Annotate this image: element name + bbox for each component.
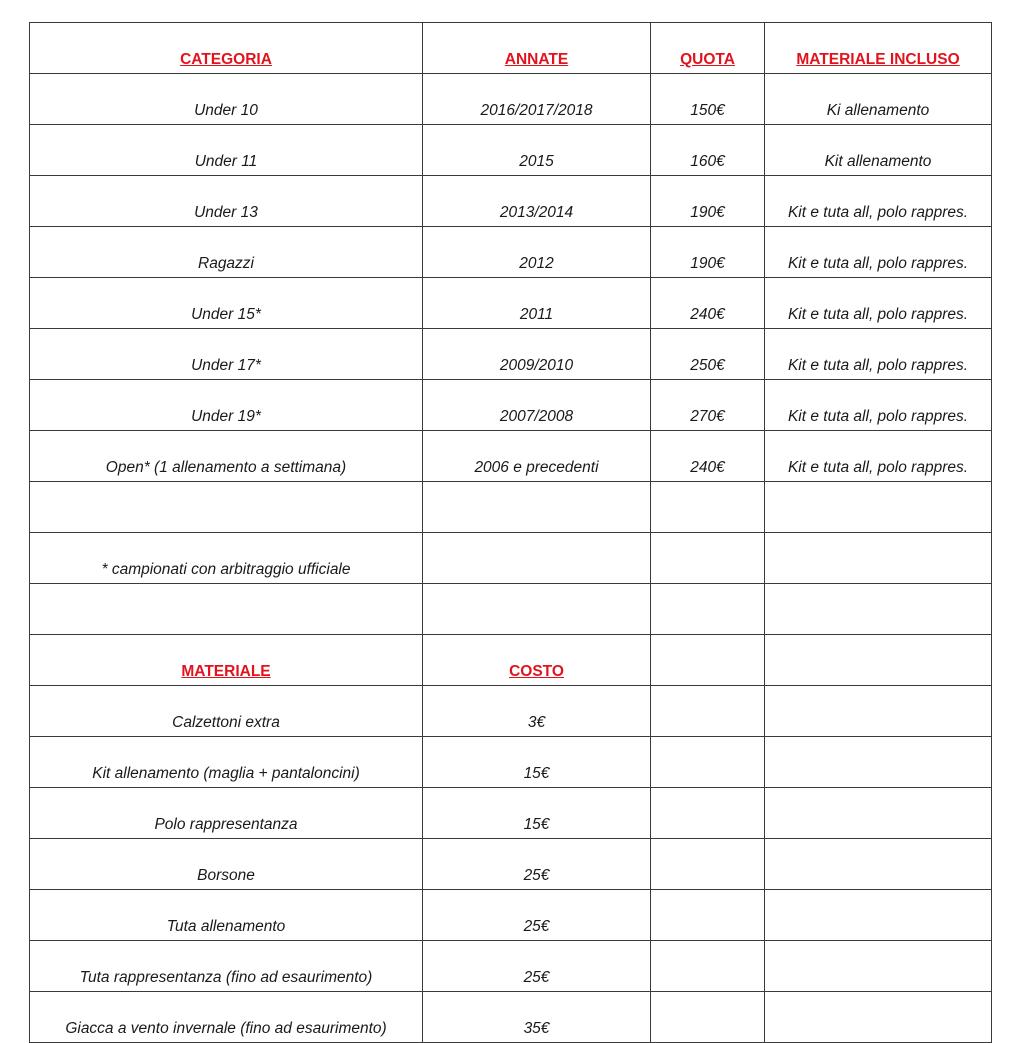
empty-cell xyxy=(765,941,992,992)
fee-category-cell: Under 17* xyxy=(30,329,423,380)
header-quota: QUOTA xyxy=(651,23,765,74)
empty-cell xyxy=(30,584,423,635)
fee-row xyxy=(30,431,992,482)
fee-row xyxy=(30,74,992,125)
fee-category-cell: Under 11 xyxy=(30,125,423,176)
fee-material-cell: Kit e tuta all, polo rappres. xyxy=(765,176,992,227)
empty-cell xyxy=(765,584,992,635)
material-cost-cell: 15€ xyxy=(423,737,651,788)
fee-years-cell: 2007/2008 xyxy=(423,380,651,431)
fee-amount-cell: 160€ xyxy=(651,125,765,176)
material-name-cell: Kit allenamento (maglia + pantaloncini) xyxy=(30,737,423,788)
empty-cell xyxy=(651,584,765,635)
empty-cell xyxy=(651,890,765,941)
fee-years-cell: 2006 e precedenti xyxy=(423,431,651,482)
empty-cell xyxy=(651,737,765,788)
empty-cell xyxy=(765,890,992,941)
fee-category-cell: Under 15* xyxy=(30,278,423,329)
fee-category-cell: Under 10 xyxy=(30,74,423,125)
price-list-sheet xyxy=(29,22,992,1043)
material-row xyxy=(30,839,992,890)
material-cost-cell: 3€ xyxy=(423,686,651,737)
fee-row xyxy=(30,329,992,380)
empty-row xyxy=(30,584,992,635)
empty-cell xyxy=(651,839,765,890)
empty-cell xyxy=(651,635,765,686)
fee-material-cell: Ki allenamento xyxy=(765,74,992,125)
fee-row xyxy=(30,278,992,329)
fee-material-cell: Kit e tuta all, polo rappres. xyxy=(765,278,992,329)
fee-years-cell: 2012 xyxy=(423,227,651,278)
material-row xyxy=(30,788,992,839)
material-cost-cell: 25€ xyxy=(423,890,651,941)
material-cost-cell: 25€ xyxy=(423,941,651,992)
material-row xyxy=(30,686,992,737)
empty-cell xyxy=(765,737,992,788)
material-cost-cell: 25€ xyxy=(423,839,651,890)
material-name-cell: Giacca a vento invernale (fino ad esaurimento) xyxy=(30,992,423,1043)
fee-category-cell: Open* (1 allenamento a settimana) xyxy=(30,431,423,482)
material-row xyxy=(30,992,992,1043)
fee-material-cell: Kit e tuta all, polo rappres. xyxy=(765,431,992,482)
empty-cell xyxy=(423,482,651,533)
empty-cell xyxy=(651,941,765,992)
material-name-cell: Tuta allenamento xyxy=(30,890,423,941)
empty-cell xyxy=(423,584,651,635)
material-row xyxy=(30,941,992,992)
material-row xyxy=(30,737,992,788)
fee-row xyxy=(30,227,992,278)
header-annate: ANNATE xyxy=(423,23,651,74)
fee-amount-cell: 150€ xyxy=(651,74,765,125)
fee-years-cell: 2011 xyxy=(423,278,651,329)
material-row xyxy=(30,890,992,941)
fee-amount-cell: 270€ xyxy=(651,380,765,431)
empty-cell xyxy=(765,839,992,890)
fee-category-cell: Under 13 xyxy=(30,176,423,227)
material-name-cell: Borsone xyxy=(30,839,423,890)
fee-category-cell: Ragazzi xyxy=(30,227,423,278)
header-materiale-incluso: MATERIALE INCLUSO xyxy=(765,23,992,74)
fee-row xyxy=(30,176,992,227)
empty-cell xyxy=(651,533,765,584)
empty-cell xyxy=(765,788,992,839)
materials-header-row xyxy=(30,635,992,686)
empty-cell xyxy=(765,533,992,584)
fee-years-cell: 2013/2014 xyxy=(423,176,651,227)
fee-amount-cell: 190€ xyxy=(651,227,765,278)
fee-years-cell: 2015 xyxy=(423,125,651,176)
header-categoria: CATEGORIA xyxy=(30,23,423,74)
empty-cell xyxy=(651,992,765,1043)
empty-cell xyxy=(765,686,992,737)
fee-material-cell: Kit e tuta all, polo rappres. xyxy=(765,380,992,431)
fee-row xyxy=(30,125,992,176)
empty-cell xyxy=(423,533,651,584)
fee-row xyxy=(30,380,992,431)
material-name-cell: Polo rappresentanza xyxy=(30,788,423,839)
material-name-cell: Calzettoni extra xyxy=(30,686,423,737)
material-cost-cell: 15€ xyxy=(423,788,651,839)
fee-amount-cell: 190€ xyxy=(651,176,765,227)
empty-cell xyxy=(651,686,765,737)
material-name-cell: Tuta rappresentanza (fino ad esaurimento) xyxy=(30,941,423,992)
material-cost-cell: 35€ xyxy=(423,992,651,1043)
empty-row xyxy=(30,482,992,533)
empty-cell xyxy=(30,482,423,533)
fees-header-row xyxy=(30,23,992,74)
empty-cell xyxy=(765,992,992,1043)
fee-amount-cell: 250€ xyxy=(651,329,765,380)
empty-cell xyxy=(651,482,765,533)
fee-years-cell: 2016/2017/2018 xyxy=(423,74,651,125)
header-materiale: MATERIALE xyxy=(30,635,423,686)
fee-material-cell: Kit e tuta all, polo rappres. xyxy=(765,227,992,278)
price-list-table xyxy=(29,22,992,1043)
fee-material-cell: Kit allenamento xyxy=(765,125,992,176)
empty-cell xyxy=(651,788,765,839)
fee-amount-cell: 240€ xyxy=(651,431,765,482)
empty-cell xyxy=(765,635,992,686)
empty-cell xyxy=(765,482,992,533)
fee-amount-cell: 240€ xyxy=(651,278,765,329)
fee-category-cell: Under 19* xyxy=(30,380,423,431)
footnote-row xyxy=(30,533,992,584)
fee-years-cell: 2009/2010 xyxy=(423,329,651,380)
fee-material-cell: Kit e tuta all, polo rappres. xyxy=(765,329,992,380)
footnote-text: * campionati con arbitraggio ufficiale xyxy=(30,533,423,584)
header-costo: COSTO xyxy=(423,635,651,686)
